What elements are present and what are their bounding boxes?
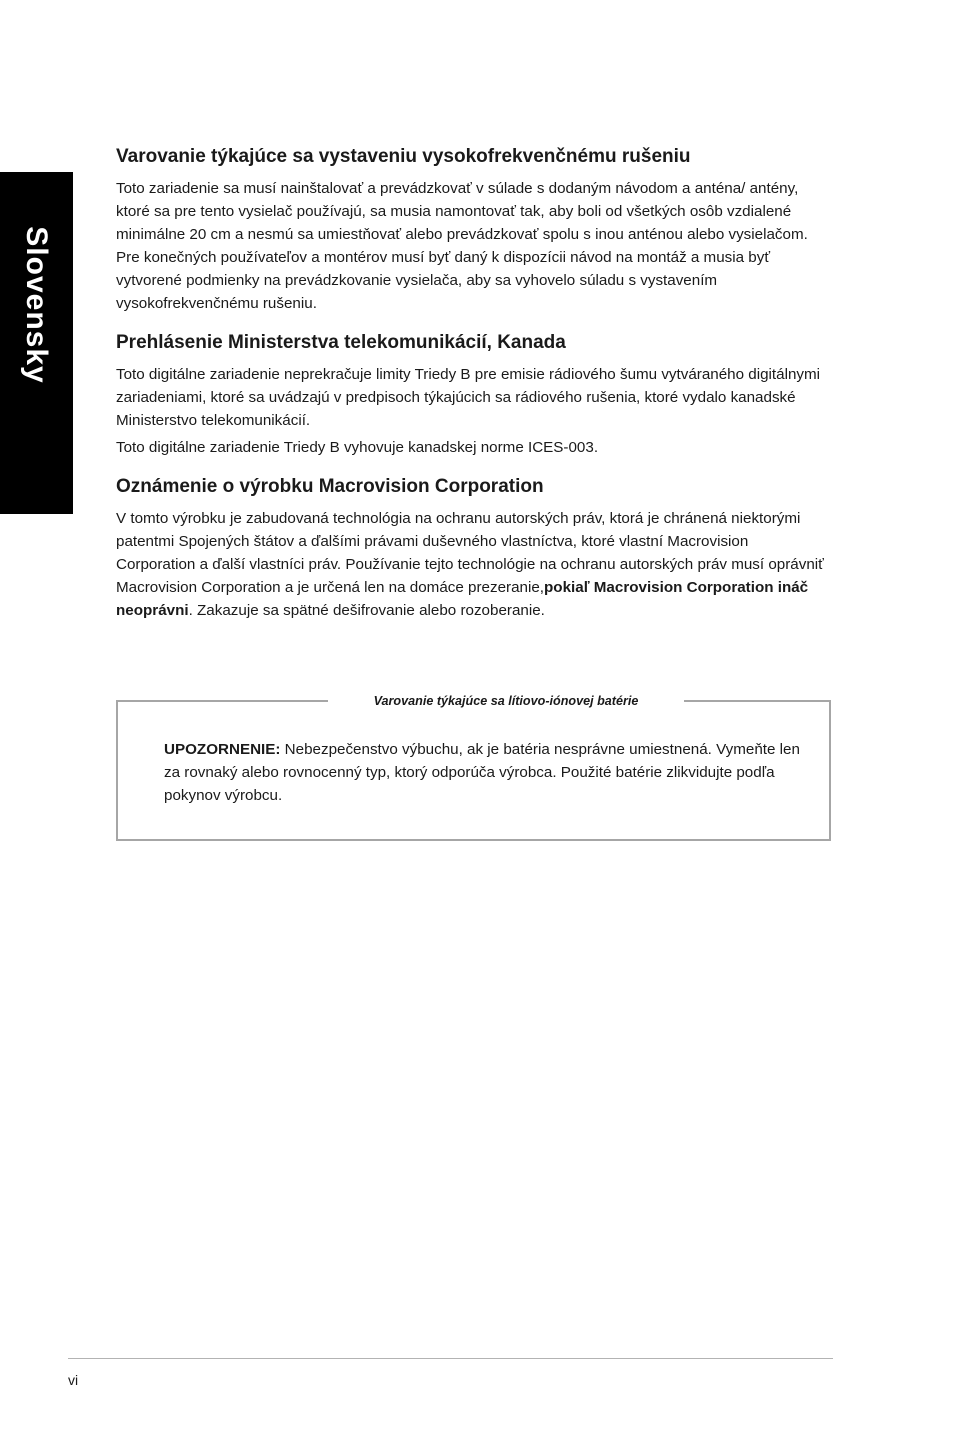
section-paragraph bbox=[116, 507, 830, 622]
paragraph-text: V tomto výrobku je zabudovaná technológia na ochranu autorských práv, ktorá je chránená niektorými patentmi Spojených štátov a ďalšími právami duševného vlastníctva, ktoré vlastní Macrovision Corporation a ďalší vlastníci práv. Používanie tejto technológie na ochranu autorských práv musí oprávniť Macrovision Corporation a je určená len na domáce prezeranie, bbox=[116, 510, 824, 596]
page-number: vi bbox=[68, 1372, 79, 1388]
section-heading: Prehlásenie Ministerstva telekomunikácií, Kanada bbox=[116, 332, 566, 353]
section-canada-doc bbox=[116, 329, 830, 459]
section-heading: Varovanie týkajúce sa vystaveniu vysokofrekvenčnému rušeniu bbox=[116, 146, 691, 167]
battery-warning-box bbox=[116, 694, 831, 841]
footer-divider bbox=[68, 1358, 833, 1359]
warning-body: Nebezpečenstvo výbuchu, ak je batéria nesprávne umiestnená. Vymeňte len za rovnaký alebo rovnocenný typ, ktorý odporúča výrobca. Použité batérie zlikvidujte podľa pokynov výrobcu. bbox=[164, 741, 800, 804]
paragraph-bold-text: pokiaľ Macrovision Corporation ináč neoprávni bbox=[116, 579, 809, 619]
section-paragraph: Toto digitálne zariadenie neprekračuje limity Triedy B pre emisie rádiového šumu vytváraného digitálnymi zariadeniami, ktoré sa uvádzajú v predpisoch týkajúcich sa rádiového rušenia, ktoré vydalo kanadské Ministerstvo telekomunikácií. bbox=[116, 366, 821, 429]
warning-label: UPOZORNENIE: bbox=[164, 741, 281, 758]
warning-box-title: Varovanie týkajúce sa lítiovo-iónovej batérie bbox=[328, 692, 684, 710]
paragraph-tail-text: . Zakazuje sa spätné dešifrovanie alebo rozoberanie. bbox=[188, 602, 545, 619]
section-macrovision bbox=[116, 473, 830, 622]
warning-text bbox=[164, 738, 814, 807]
section-rf-exposure bbox=[116, 143, 830, 315]
section-heading: Oznámenie o výrobku Macrovision Corporation bbox=[116, 476, 544, 497]
language-side-tab-label: Slovensky bbox=[20, 226, 53, 384]
section-paragraph: Toto digitálne zariadenie Triedy B vyhovuje kanadskej norme ICES-003. bbox=[116, 439, 599, 456]
main-content bbox=[116, 143, 830, 636]
section-paragraph: Toto zariadenie sa musí nainštalovať a prevádzkovať v súlade s dodaným návodom a anténa/ antény, ktoré sa pre tento vysielač používajú, sa musia namontovať tak, aby boli od všetkých osôb vzdialené minimálne 20 cm a nesmú sa umiestňovať alebo prevádzkovať spolu s inou anténou alebo vysielačom. Pre konečných používateľov a montérov musí byť daný k dispozícii návod na montáž a musia byť vytvorené podmienky na prevádzkovanie vysielača, aby sa vyhovelo súladu s vystavením vysokofrekvenčnému rušeniu. bbox=[116, 180, 808, 312]
